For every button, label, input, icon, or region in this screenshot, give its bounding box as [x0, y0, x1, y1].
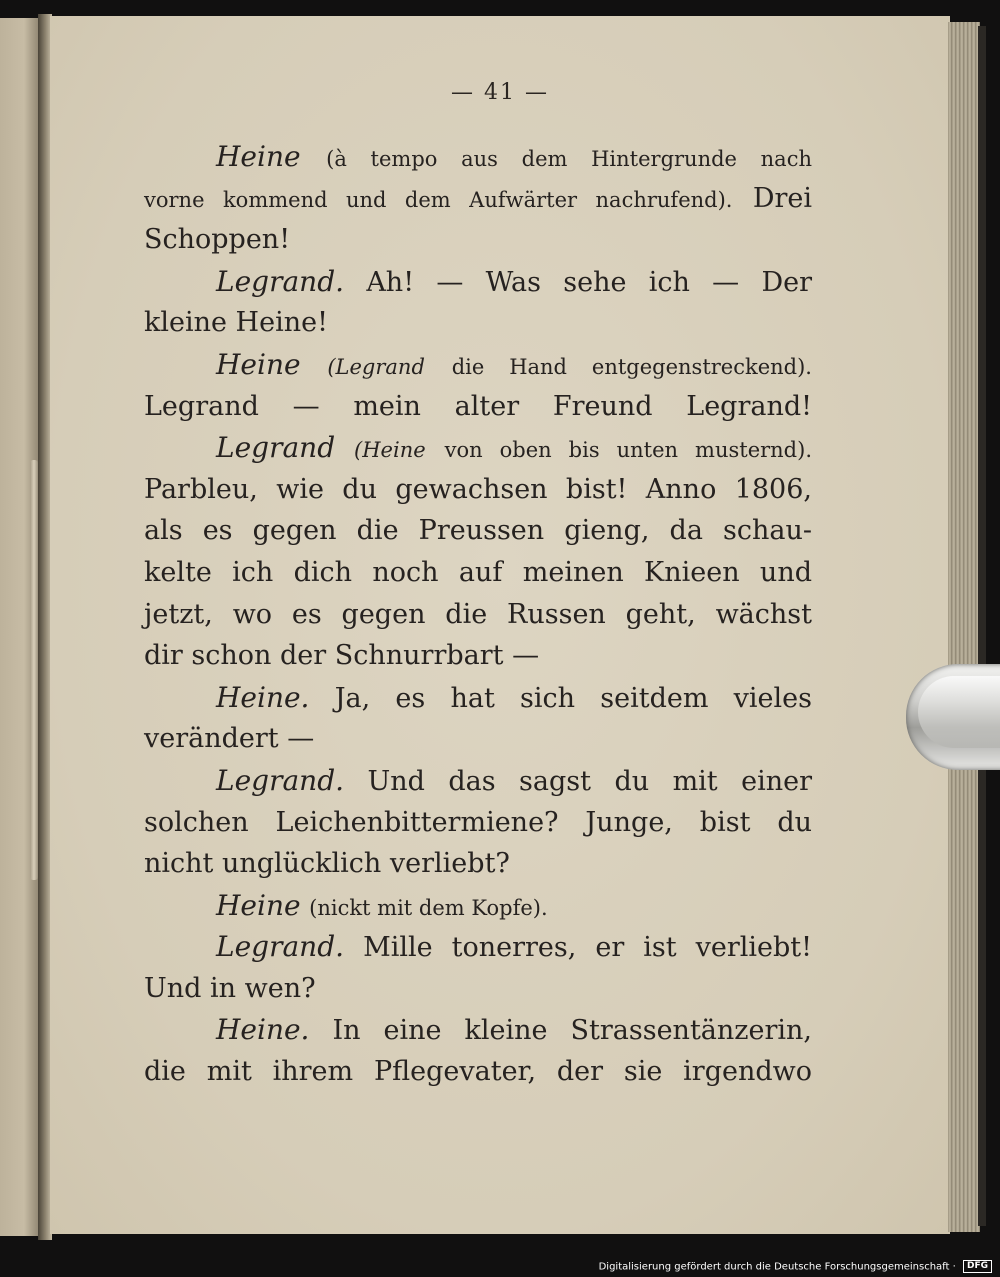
- text-line: [144, 1009, 812, 1051]
- text-line: [144, 344, 812, 386]
- dialogue-text: jetzt, wo es gegen die Russen geht, wächst: [144, 598, 812, 630]
- text-line: [144, 885, 812, 927]
- dialogue-text: kelte ich dich noch auf meinen Knieen und: [144, 556, 812, 588]
- text-line: [144, 926, 812, 968]
- dialogue-text: als es gegen die Preussen gieng, da schau-: [144, 515, 812, 547]
- speaker-name: Heine: [216, 347, 301, 381]
- text-line: [144, 427, 812, 469]
- book-cover-edge: [978, 26, 986, 1226]
- page-fold: [30, 460, 38, 880]
- digitization-credit: [599, 1260, 992, 1273]
- text-line: [144, 760, 812, 802]
- page-number: — 41 —: [451, 80, 549, 105]
- dialogue-text: Ah! — Was sehe ich — Der: [366, 266, 812, 298]
- dialogue-text: verändert —: [144, 723, 315, 755]
- text-line: [144, 136, 812, 178]
- speaker-name: Heine.: [216, 680, 310, 714]
- stage-direction: (nickt mit dem Kopfe).: [309, 895, 548, 920]
- speaker-name: Legrand: [216, 431, 336, 465]
- dialogue-text: Und das sagst du mit einer: [367, 765, 812, 797]
- stage-direction: die Hand entgegenstreckend).: [451, 354, 812, 379]
- dialogue-text: Mille tonerres, er ist verliebt!: [363, 932, 812, 964]
- text-line: [144, 261, 812, 303]
- dfg-logo: DFG: [963, 1260, 992, 1273]
- speaker-name: Legrand.: [216, 930, 345, 964]
- speaker-name: Heine: [216, 888, 301, 922]
- speaker-name: Legrand.: [216, 264, 345, 298]
- text-line: [144, 968, 812, 1010]
- dialogue-text: nicht unglücklich verliebt?: [144, 848, 510, 880]
- dialogue-text: Ja, es hat sich seitdem vieles: [334, 682, 812, 714]
- text-line: [144, 802, 812, 844]
- glass-highlight: [918, 676, 1000, 748]
- dialogue-text: Legrand — mein alter Freund Legrand!: [144, 390, 812, 422]
- stage-direction: (à tempo aus dem Hintergrunde nach: [326, 147, 812, 171]
- text-line: [144, 677, 812, 719]
- text-line: [144, 1051, 812, 1093]
- stacked-page-edges: [948, 22, 980, 1232]
- dialogue-text: die mit ihrem Pflegevater, der sie irgendwo: [144, 1056, 812, 1088]
- dialogue-text: Parbleu, wie du gewachsen bist! Anno 1806,: [144, 473, 812, 505]
- speaker-name: Heine.: [216, 1013, 310, 1047]
- text-line: [144, 843, 812, 885]
- stage-direction: vorne kommend und dem Aufwärter nachrufend).: [144, 187, 733, 212]
- text-line: [144, 552, 812, 594]
- dialogue-text: solchen Leichenbittermiene? Junge, bist du: [144, 806, 812, 838]
- stage-direction: von oben bis unten musternd).: [444, 438, 812, 463]
- dialogue-text: Und in wen?: [144, 972, 316, 1004]
- text-line: [144, 302, 812, 344]
- text-block: [144, 136, 812, 1093]
- stage-direction-name: (Heine: [354, 438, 426, 463]
- text-line: [144, 178, 812, 220]
- dialogue-text: kleine Heine!: [144, 307, 328, 339]
- credit-text: Digitalisierung gefördert durch die Deutsche Forschungsgemeinschaft ·: [598, 1261, 956, 1273]
- text-line: [144, 510, 812, 552]
- dialogue-text: In eine kleine Strassentänzerin,: [332, 1015, 812, 1047]
- text-line: [144, 386, 812, 428]
- dialogue-text: Drei: [752, 182, 812, 214]
- text-line: [144, 718, 812, 760]
- dialogue-text: dir schon der Schnurrbart —: [144, 640, 540, 672]
- dialogue-text: Schoppen!: [144, 224, 291, 256]
- stage-direction-name: (Legrand: [327, 354, 425, 379]
- text-line: [144, 635, 812, 677]
- speaker-name: Legrand.: [216, 763, 345, 797]
- text-line: [144, 469, 812, 511]
- speaker-name: Heine: [216, 140, 301, 173]
- text-line: [144, 594, 812, 636]
- text-line: [144, 219, 812, 261]
